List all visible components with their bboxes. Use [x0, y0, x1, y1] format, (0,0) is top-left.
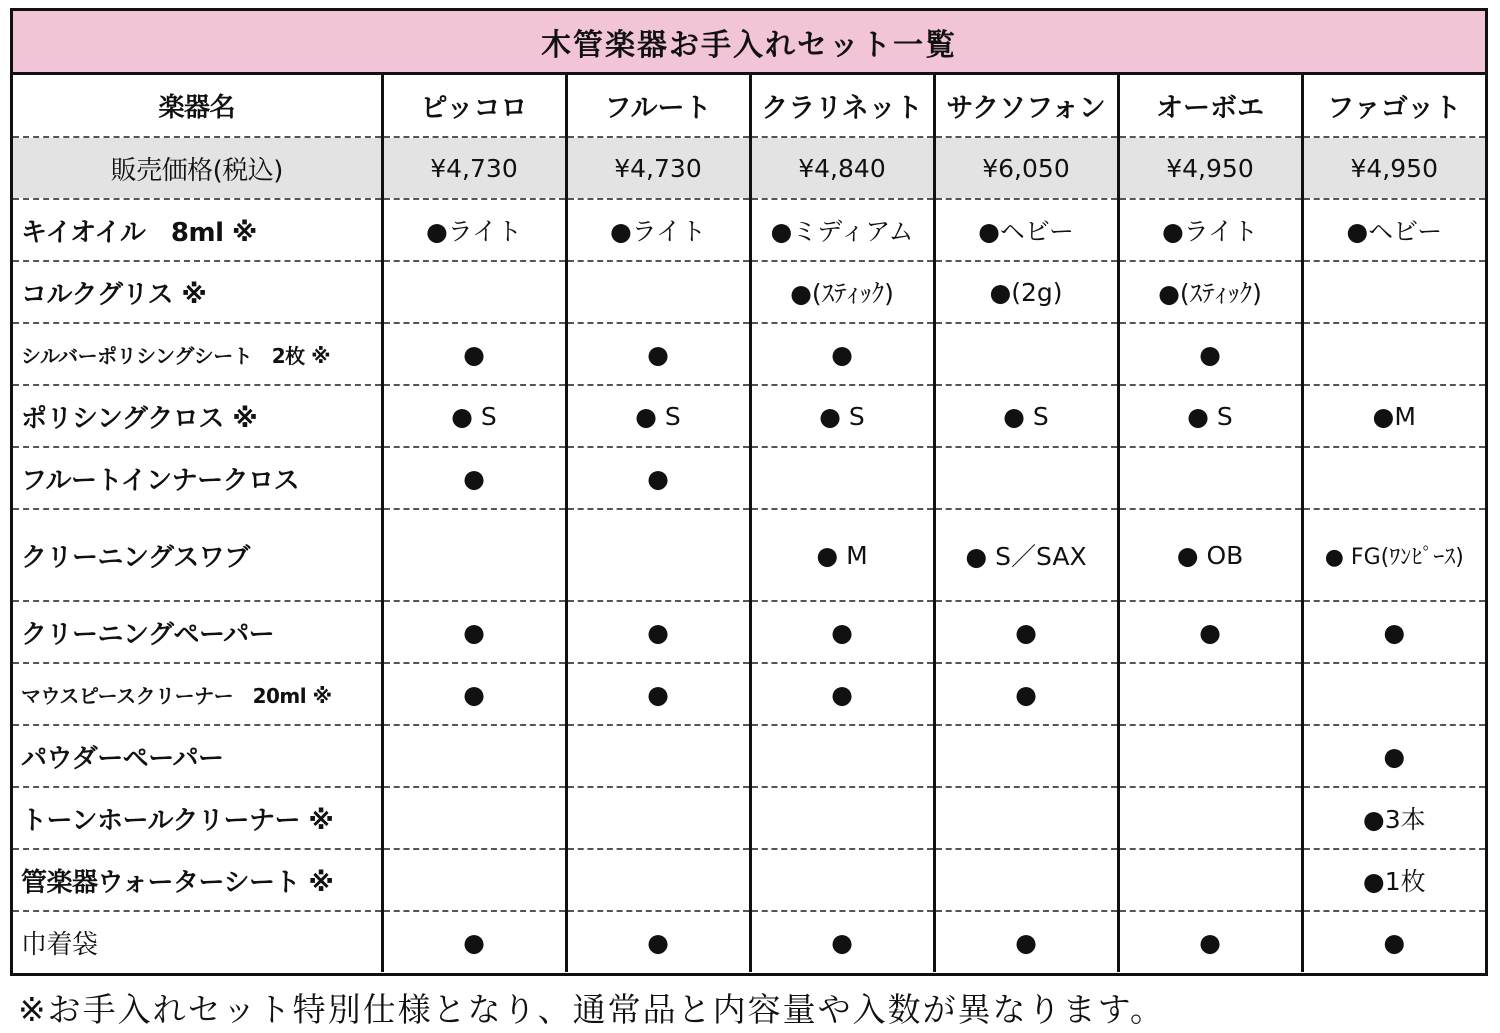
price-cell: ¥6,050 [934, 137, 1118, 199]
item-label: 管楽器ウォーターシート ※ [13, 849, 382, 911]
item-cell: ●ヘビー [934, 199, 1118, 261]
item-row-polishing-cloth [13, 385, 1485, 447]
item-row-cleaning-swab [13, 509, 1485, 601]
item-cell [750, 725, 934, 787]
table-title-bar [13, 11, 1485, 75]
item-cell: ● S [566, 385, 750, 447]
item-label: シルバーポリシングシート 2枚 ※ [13, 323, 382, 385]
item-cell: ● S [934, 385, 1118, 447]
item-cell [1302, 663, 1485, 725]
item-cell [1118, 787, 1302, 849]
item-cell: ●(ｽﾃｨｯｸ) [1118, 261, 1302, 323]
item-cell: ● [1302, 911, 1485, 972]
item-row-cork-grease [13, 261, 1485, 323]
item-cell: ●ライト [382, 199, 566, 261]
item-cell [566, 509, 750, 601]
instrument-bassoon: ファゴット [1302, 75, 1485, 137]
item-cell: ●ライト [566, 199, 750, 261]
item-cell [566, 849, 750, 911]
instrument-clarinet: クラリネット [750, 75, 934, 137]
item-label: 巾着袋 [21, 929, 98, 960]
item-cell [934, 323, 1118, 385]
item-cell: ● [566, 663, 750, 725]
item-cell [1118, 663, 1302, 725]
item-row-powder-paper [13, 725, 1485, 787]
item-cell: ● [1118, 601, 1302, 663]
item-cell: ● [750, 911, 934, 972]
care-set-table [13, 75, 1485, 972]
item-cell [934, 725, 1118, 787]
item-cell [750, 849, 934, 911]
item-label: フルートインナークロス [13, 447, 382, 509]
item-label: マウスピースクリーナー 20ml ※ [13, 663, 382, 725]
care-set-table-frame [10, 8, 1488, 976]
price-cell: ¥4,730 [382, 137, 566, 199]
item-cell: ●(2g) [934, 261, 1118, 323]
item-cell [934, 849, 1118, 911]
item-cell: ● [934, 911, 1118, 972]
item-cell: ● [566, 447, 750, 509]
instrument-header-row [13, 75, 1485, 137]
price-row [13, 137, 1485, 199]
item-cell: ● [1302, 601, 1485, 663]
item-cell [934, 787, 1118, 849]
item-cell: ●ヘビー [1302, 199, 1485, 261]
item-cell: ● [382, 663, 566, 725]
item-cell [1302, 447, 1485, 509]
instrument-oboe: オーボエ [1118, 75, 1302, 137]
item-cell [750, 447, 934, 509]
item-cell [750, 787, 934, 849]
item-cell: ● S [750, 385, 934, 447]
instrument-saxophone: サクソフォン [934, 75, 1118, 137]
item-cell: ● [382, 911, 566, 972]
item-cell: ●1枚 [1302, 849, 1485, 911]
footnote: ※お手入れセット特別仕様となり、通常品と内容量や入数が異なります。 [18, 990, 1166, 1029]
instrument-piccolo: ピッコロ [382, 75, 566, 137]
item-cell [566, 787, 750, 849]
item-row-cleaning-paper [13, 601, 1485, 663]
item-cell: ● [750, 323, 934, 385]
item-cell: ● [382, 323, 566, 385]
item-row-key-oil [13, 199, 1485, 261]
item-row-mouthpiece-cleaner [13, 663, 1485, 725]
item-cell [566, 261, 750, 323]
item-cell: ● [1118, 323, 1302, 385]
item-label: トーンホールクリーナー ※ [13, 787, 382, 849]
item-label: クリーニングスワブ [13, 509, 382, 601]
item-cell: ● M [750, 509, 934, 601]
item-cell [1302, 261, 1485, 323]
item-cell [382, 849, 566, 911]
item-row-drawstring-bag [13, 911, 1485, 972]
item-row-flute-inner-cloth [13, 447, 1485, 509]
item-cell: ● S／SAX [934, 509, 1118, 601]
item-cell: ● [382, 601, 566, 663]
item-cell: ● [566, 323, 750, 385]
price-cell: ¥4,950 [1302, 137, 1485, 199]
item-cell [1118, 725, 1302, 787]
item-cell: ● [750, 663, 934, 725]
item-cell: ●3本 [1302, 787, 1485, 849]
item-cell [1118, 447, 1302, 509]
item-cell [382, 261, 566, 323]
instrument-name-header: 楽器名 [13, 75, 382, 137]
item-cell: ●(ｽﾃｨｯｸ) [750, 261, 934, 323]
item-label: パウダーペーパー [13, 725, 382, 787]
item-cell: ● [566, 601, 750, 663]
item-cell: ● [382, 447, 566, 509]
item-cell: ● S [382, 385, 566, 447]
item-cell: ● [566, 911, 750, 972]
item-cell [382, 787, 566, 849]
item-cell [1302, 323, 1485, 385]
item-cell: ● OB [1118, 509, 1302, 601]
item-cell: ● FG(ﾜﾝﾋﾟｰｽ) [1302, 509, 1485, 601]
table-title: 木管楽器お手入れセット一覧 [541, 27, 957, 63]
item-cell: ●M [1302, 385, 1485, 447]
price-cell: ¥4,730 [566, 137, 750, 199]
item-cell [566, 725, 750, 787]
item-cell: ● [934, 663, 1118, 725]
item-cell: ●ライト [1118, 199, 1302, 261]
price-cell: ¥4,950 [1118, 137, 1302, 199]
item-cell [382, 725, 566, 787]
item-cell [1118, 849, 1302, 911]
item-cell: ● [750, 601, 934, 663]
item-label: コルクグリス ※ [13, 261, 382, 323]
item-row-tone-hole-cleaner [13, 787, 1485, 849]
item-cell [934, 447, 1118, 509]
item-label: キイオイル 8ml ※ [13, 199, 382, 261]
item-cell: ● [1302, 725, 1485, 787]
item-cell: ● [934, 601, 1118, 663]
item-cell: ● [1118, 911, 1302, 972]
price-label: 販売価格(税込) [13, 137, 382, 199]
item-cell: ● S [1118, 385, 1302, 447]
item-cell: ●ミディアム [750, 199, 934, 261]
item-row-water-sheet [13, 849, 1485, 911]
item-cell [382, 509, 566, 601]
instrument-flute: フルート [566, 75, 750, 137]
item-row-silver-polishing-sheet [13, 323, 1485, 385]
price-cell: ¥4,840 [750, 137, 934, 199]
item-label: クリーニングペーパー [13, 601, 382, 663]
item-label: ポリシングクロス ※ [13, 385, 382, 447]
